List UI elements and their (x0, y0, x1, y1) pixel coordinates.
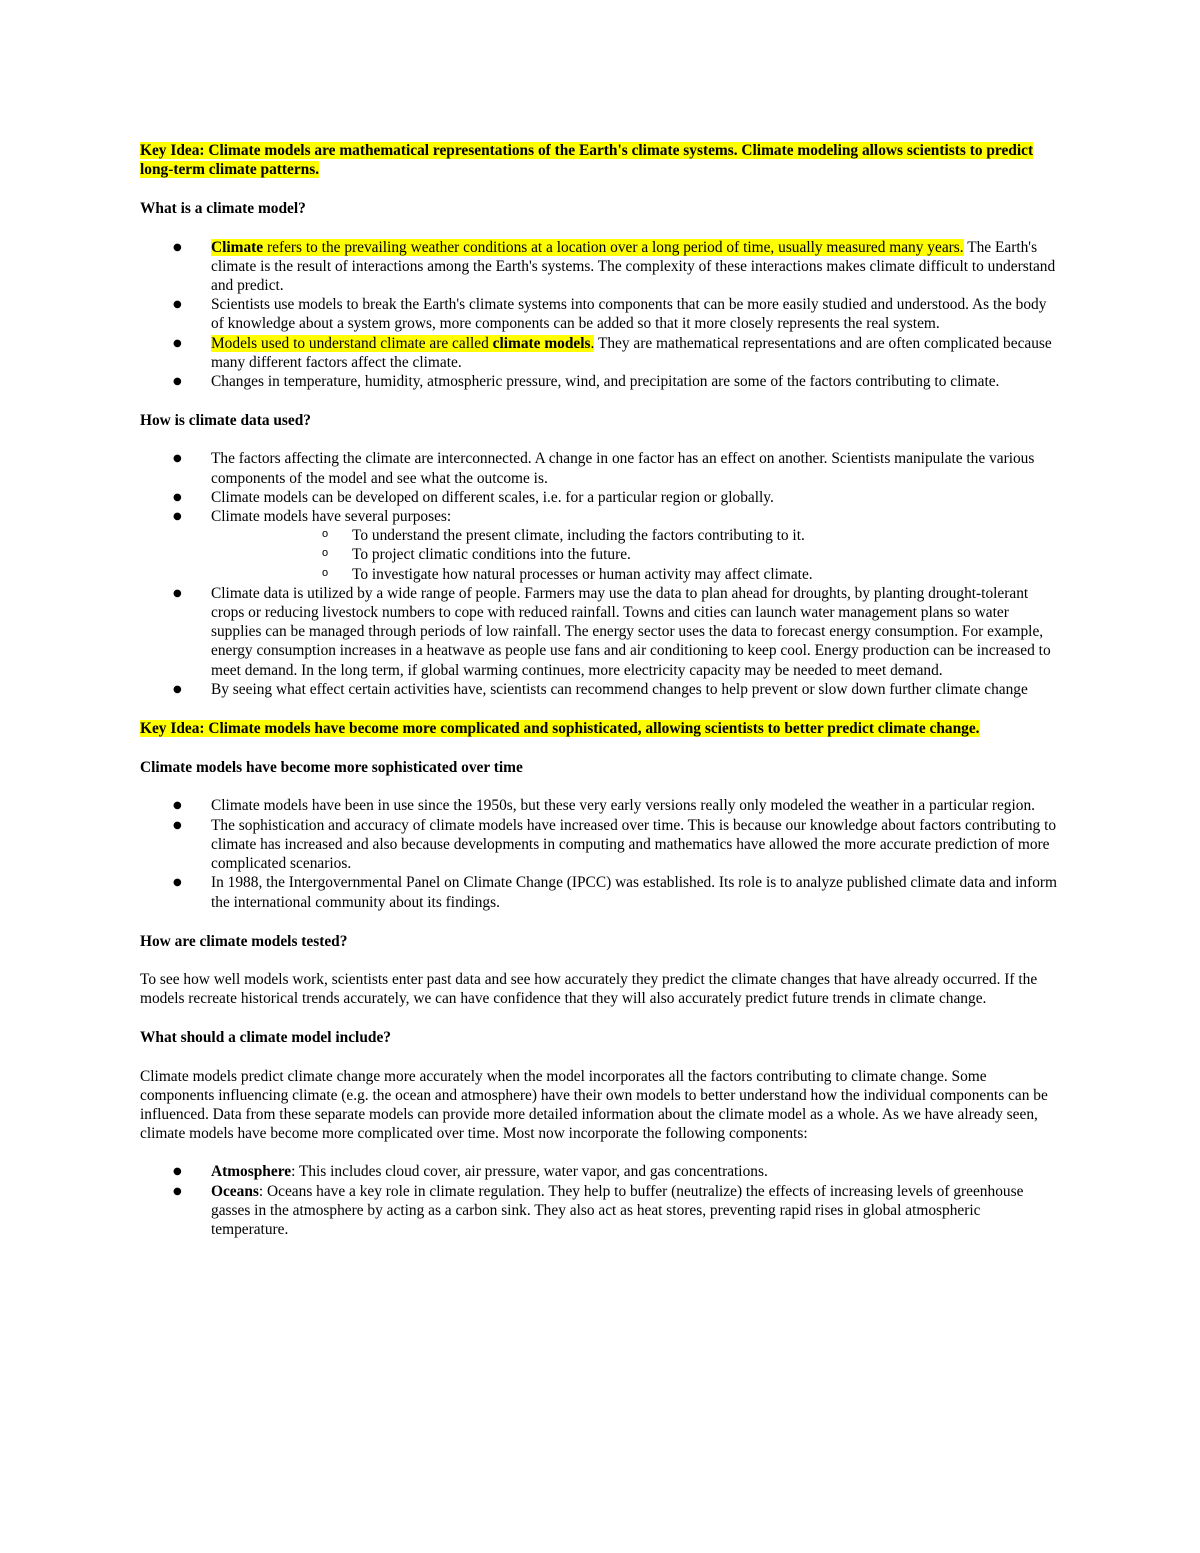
list-item: ● Climate refers to the prevailing weather conditions at a location over a long period of time, usually measured many years. The Earth's climate is the result of interactions among the Earth's systems. The complexity of these interactions makes climate difficult to understand and predict. (140, 238, 1060, 296)
list-climate-data (140, 449, 1060, 699)
sub-list-item: o To project climatic conditions into the future. (211, 545, 1060, 564)
list-components (140, 1162, 1060, 1239)
list-item: ● The factors affecting the climate are interconnected. A change in one factor has an effect on another. Scientists manipulate the various components of the model and see what the outcome is. (140, 449, 1060, 487)
paragraph-tested: To see how well models work, scientists enter past data and see how accurately they predict the climate changes that have already occurred. If the models recreate historical trends accurately, we can have confidence that they will also accurately predict future trends in climate change. (140, 970, 1038, 1008)
list-item: ● Oceans: Oceans have a key role in climate regulation. They help to buffer (neutralize) the effects of increasing levels of greenhouse gasses in the atmosphere by acting as a carbon sink. They also act as heat stores, preventing rapid rises in global atmospheric temperature. (140, 1182, 1060, 1240)
list-item: ● Models used to understand climate are called climate models. They are mathematical representations and are often complicated because many different factors affect the climate. (140, 334, 1060, 372)
list-item: ● Climate models can be developed on different scales, i.e. for a particular region or globally. (140, 488, 1060, 507)
list-item: ● Climate data is utilized by a wide range of people. Farmers may use the data to plan ahead for droughts, by planting drought-tolerant crops or reducing livestock numbers to cope with reduced rainfall. Towns and cities can launch water management plans so water supplies can be managed through periods of low rainfall. The energy sector uses the data to forecast energy consumption. For example, energy consumption increases in a heatwave as people use fans and air conditioning to keep cool. Energy production can be increased to meet demand. In the long term, if global warming continues, more electricity capacity may be needed to meet demand. (140, 584, 1060, 680)
sublist-purposes (211, 526, 1060, 584)
heading-how-tested: How are climate models tested? (140, 932, 348, 950)
sub-list-item: o To understand the present climate, including the factors contributing to it. (211, 526, 1060, 545)
list-item: ● Scientists use models to break the Earth's climate systems into components that can be more easily studied and understood. As the body of knowledge about a system grows, more components can be added so that it more closely represents the real system. (140, 295, 1060, 333)
heading-what-include: What should a climate model include? (140, 1029, 391, 1047)
list-item: ● Atmosphere: This includes cloud cover, air pressure, water vapor, and gas concentrations. (140, 1162, 1060, 1181)
list-item: ● Climate models have been in use since the 1950s, but these very early versions really only modeled the weather in a particular region. (140, 796, 1060, 815)
list-climate-model (140, 238, 1060, 392)
list-item: ● Changes in temperature, humidity, atmospheric pressure, wind, and precipitation are some of the factors contributing to climate. (140, 372, 1060, 391)
heading-what-is-climate-model: What is a climate model? (140, 200, 306, 218)
list-sophistication (140, 796, 1060, 911)
list-item: ● By seeing what effect certain activities have, scientists can recommend changes to help prevent or slow down further climate change (140, 680, 1060, 699)
key-idea-2: Key Idea: Climate models have become more complicated and sophisticated, allowing scientists to better predict climate change. (140, 720, 980, 738)
paragraph-include: Climate models predict climate change more accurately when the model incorporates all the factors contributing to climate change. Some components influencing climate (e.g. the ocean and atmosphere) have their own models to better understand how the individual components can be influenced. Data from these separate models can provide more detailed information about the climate model as a whole. As we have already seen, climate models have become more complicated over time. Most now incorporate the following components: (140, 1067, 1048, 1143)
list-item: ● Climate models have several purposes: o To understand the present climate, including the factors contributing to it. o To project climatic conditions into the future. o To investigate how natural processes or human activity may affect climate. (140, 507, 1060, 584)
key-idea-1: Key Idea: Climate models are mathematical representations of the Earth's climate systems. Climate modeling allows scientists to predict long-term climate patterns. (140, 142, 1034, 179)
heading-more-sophisticated: Climate models have become more sophisticated over time (140, 759, 523, 777)
list-item: ● In 1988, the Intergovernmental Panel on Climate Change (IPCC) was established. Its role is to analyze published climate data and inform the international community about its findings. (140, 873, 1060, 911)
list-item: ● The sophistication and accuracy of climate models have increased over time. This is because our knowledge about factors contributing to climate has increased and also because developments in computing and mathematics have allowed the more accurate prediction of more complicated scenarios. (140, 816, 1060, 874)
document-page (140, 141, 1060, 1239)
sub-list-item: o To investigate how natural processes or human activity may affect climate. (211, 565, 1060, 584)
heading-how-is-climate-data-used: How is climate data used? (140, 412, 312, 430)
